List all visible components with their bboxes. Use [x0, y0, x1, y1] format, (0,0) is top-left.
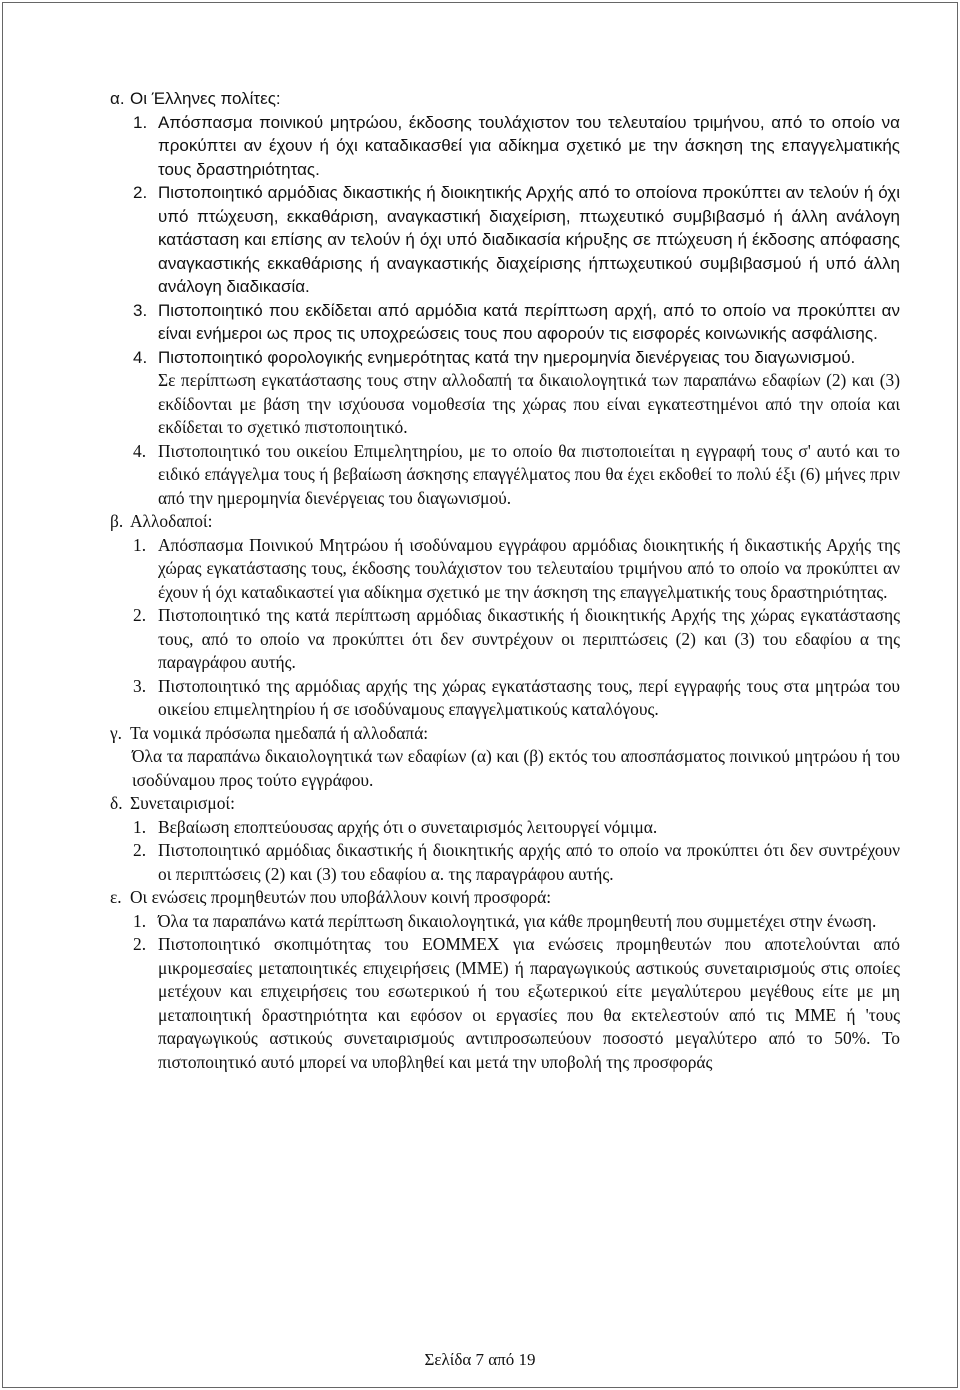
item-text: Πιστοποιητικό της αρμόδιας αρχής της χώρας εγκατάστασης τους, περί εγγραφής τους στα μητρώα του οικείου επιμελητηρίου ή σε ισοδύναμους επαγγελματικούς καταλόγους.	[158, 675, 900, 719]
item-number: 2.	[133, 183, 148, 202]
item-text: Απόσπασμα ποινικού μητρώου, έκδοσης τουλάχιστον του τελευταίου τριμήνου, από το οποίο να προκύπτει αν έχουν ή όχι καταδικασθεί για αδίκημα σχετικό με την άσκηση της επαγγελματικής τους δραστηριότητας.	[158, 112, 900, 179]
item-number: 3.	[133, 675, 147, 696]
item-text: Πιστοποιητικό αρμόδιας δικαστικής ή διοικητικής αρχής από το οποίο να προκύπτει ότι δεν συντρέχουν οι περιπτώσεις (2) και (3) του εδαφίου α. της παραγράφου αυτής.	[158, 840, 900, 884]
section-beta	[110, 510, 900, 722]
item-number: 1.	[133, 534, 147, 555]
list-item	[110, 111, 900, 182]
item-number: 2.	[133, 605, 147, 625]
list-item	[110, 534, 900, 605]
list-item	[110, 816, 900, 840]
section-marker: α.	[110, 89, 125, 108]
section-title: Οι Έλληνες πολίτες:	[130, 89, 281, 108]
page-footer: Σελίδα 7 από 19	[424, 1350, 536, 1369]
item-number: 1.	[133, 112, 148, 132]
item-text: Πιστοποιητικό φορολογικής ενημερότητας κατά την ημερομηνία διενέργειας του διαγωνισμού.	[158, 347, 856, 367]
section-marker: β.	[110, 511, 124, 531]
list-item	[110, 933, 900, 1074]
item-number: 1.	[133, 816, 147, 837]
list-item	[110, 440, 900, 511]
item-number: 2.	[133, 840, 147, 860]
item-number: 3.	[133, 300, 148, 320]
section-title: Οι ενώσεις προμηθευτών που υποβάλλουν κοινή προσφορά:	[130, 887, 552, 907]
item-text: Πιστοποιητικό που εκδίδεται από αρμόδια κατά περίπτωση αρχή, από το οποίο να προκύπτει αν είναι ενήμεροι ως προς τις υποχρεώσεις τους που αφορούν τις εισφορές κοινωνικής ασφάλισης.	[158, 300, 900, 343]
list-item	[110, 839, 900, 886]
section-marker: γ.	[110, 722, 123, 743]
list-item	[110, 675, 900, 722]
section-alpha	[110, 87, 900, 369]
item-text: Πιστοποιητικό σκοπιμότητας του ΕΟΜΜΕΧ για ενώσεις προμηθευτών που αποτελούνται από μικρομεσαίες μεταποιητικές επιχειρήσεις (ΜΜΕ) ή παραγωγικούς αστικούς συνεταιρισμούς στις οποίες μετέχουν και επιχειρήσεις του εσωτερικού ή του εξωτερικού είτε μεγαλύτερου μεγέθους είτε με μη μεταποιητική δραστηριότητα και εφόσον οι εργασίες που θα εκτελεστούν από τις ΜΜΕ ή 'τους παραγωγικούς αστικούς συνεταιρισμούς αντιπροσωπεύουν ποσοστό μεγαλύτερο από το 50%. Το πιστοποιητικό αυτό μπορεί να υποβληθεί και μετά την υποβολή της προσφοράς	[158, 934, 900, 1072]
section-title: Συνεταιρισμοί:	[130, 793, 235, 813]
section-heading	[110, 87, 900, 111]
item-text: Απόσπασμα Ποινικού Μητρώου ή ισοδύναμου εγγράφου αρμόδιας διοικητικής ή δικαστικής Αρχής της χώρας εγκατάστασης τους, έκδοσης τουλάχιστον του τελευταίου τριμήνου από το οποίο να προκύπτει αν έχουν ή όχι καταδικαστεί για αδίκημα σχετικό με την άσκηση της επαγγελματικής τους δραστηριότητας.	[158, 534, 900, 602]
section-title: Αλλοδαποί:	[130, 511, 213, 531]
item-number: 1.	[133, 910, 147, 931]
section-paragraph: Όλα τα παραπάνω δικαιολογητικά των εδαφίων (α) και (β) εκτός του αποσπάσματος ποινικού μητρώου ή του ισοδύναμου προς τούτο εγγράφου.	[132, 746, 900, 790]
list-item	[110, 299, 900, 346]
section-heading	[110, 792, 900, 816]
list-item	[110, 346, 900, 370]
section-heading	[110, 510, 900, 534]
list-item	[110, 181, 900, 299]
section-heading	[110, 886, 900, 910]
item-text: Πιστοποιητικό της κατά περίπτωση αρμόδιας δικαστικής ή διοικητικής Αρχής της χώρας εγκατάστασης τους, από το οποίο να προκύπτει ότι δεν συντρέχουν οι περιπτώσεις (2) και (3) του εδαφίου α της παραγράφου αυτής.	[158, 605, 900, 672]
note-paragraph: Σε περίπτωση εγκατάστασης τους στην αλλοδαπή τα δικαιολογητικά των παραπάνω εδαφίων (2) και (3) εκδίδονται με βάση την ισχύουσα νομοθεσία της χώρας που είναι εγκατεστημένοι από την οποία και εκδίδεται το σχετικό πιστοποιητικό.	[158, 370, 900, 437]
item-number: 4.	[133, 440, 147, 461]
item-text: Όλα τα παραπάνω κατά περίπτωση δικαιολογητικά, για κάθε προμηθευτή που συμμετέχει στην ένωση.	[158, 910, 877, 931]
section-epsilon	[110, 886, 900, 1074]
list-item	[110, 910, 900, 934]
section-title: Τα νομικά πρόσωπα ημεδαπά ή αλλοδαπά:	[130, 722, 429, 743]
section-delta	[110, 792, 900, 886]
document-body	[110, 87, 900, 1074]
section-gamma	[110, 722, 900, 793]
section-marker: δ.	[110, 793, 123, 813]
item-number: 4.	[133, 347, 148, 367]
section-heading	[110, 722, 900, 746]
item-number: 2.	[133, 934, 147, 954]
item-text: Πιστοποιητικό αρμόδιας δικαστικής ή διοικητικής Αρχής από το οποίονα προκύπτει αν τελούν ή όχι υπό πτώχευση, εκκαθάριση, αναγκαστική διαχείριση, πτωχευτικό συμβιβασμό ή άλλη ανάλογη κατάσταση και επίσης αν τελούν ή όχι υπό διαδικασία κήρυξης σε πτώχευση ή έκδοσης απόφασης αναγκαστικής εκκαθάρισης ή αναγκαστικής διαχείρισης ήπτωχευτικού συμβιβασμού ή υπό άλλη ανάλογη διαδικασία.	[158, 183, 900, 296]
section-marker: ε.	[110, 887, 122, 907]
item-text: Βεβαίωση εποπτεύουσας αρχής ότι ο συνεταιρισμός λειτουργεί νόμιμα.	[158, 816, 658, 837]
item-text: Πιστοποιητικό του οικείου Επιμελητηρίου, με το οποίο θα πιστοποιείται η εγγραφή τους σ' αυτό και το ειδικό επάγγελμα τους ή βεβαίωση άσκησης επαγγέλματος που θα έχει εκδοθεί το πολύ έξι (6) μήνες πριν από την ημερομηνία διενέργειας του διαγωνισμού.	[158, 440, 900, 508]
list-item	[110, 604, 900, 675]
